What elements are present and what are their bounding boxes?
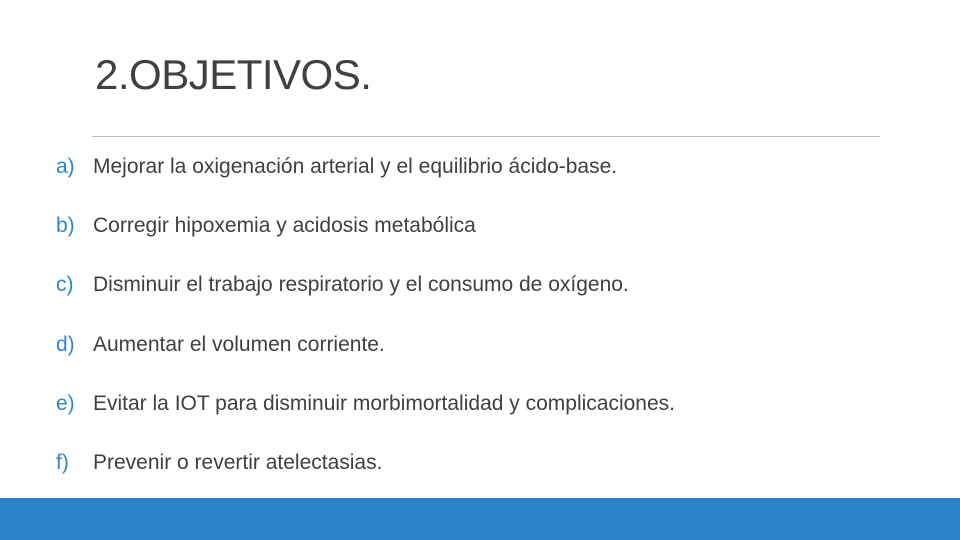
list-item	[56, 273, 675, 332]
list-item-text: Disminuir el trabajo respiratorio y el consumo de oxígeno.	[93, 273, 629, 297]
list-marker: e)	[56, 391, 75, 415]
list-marker: f)	[56, 450, 69, 474]
list-marker: a)	[56, 155, 75, 178]
list-marker: b)	[56, 214, 75, 238]
title-divider	[92, 136, 880, 137]
list-item	[56, 155, 675, 214]
list-item	[56, 214, 675, 273]
slide-title: 2.OBJETIVOS.	[95, 51, 372, 98]
list-marker: d)	[56, 332, 75, 356]
list-item-text: Mejorar la oxigenación arterial y el equilibrio ácido-base.	[93, 155, 618, 178]
footer-bar	[0, 498, 960, 540]
list-item	[56, 392, 675, 451]
list-item-text: Corregir hipoxemia y acidosis metabólica	[93, 214, 476, 238]
objectives-list	[56, 155, 675, 510]
list-item	[56, 333, 675, 392]
list-marker: c)	[56, 273, 74, 297]
list-item-text: Evitar la IOT para disminuir morbimortalidad y complicaciones.	[93, 391, 675, 415]
list-item-text: Prevenir o revertir atelectasias.	[93, 450, 383, 474]
list-item-text: Aumentar el volumen corriente.	[93, 332, 385, 356]
